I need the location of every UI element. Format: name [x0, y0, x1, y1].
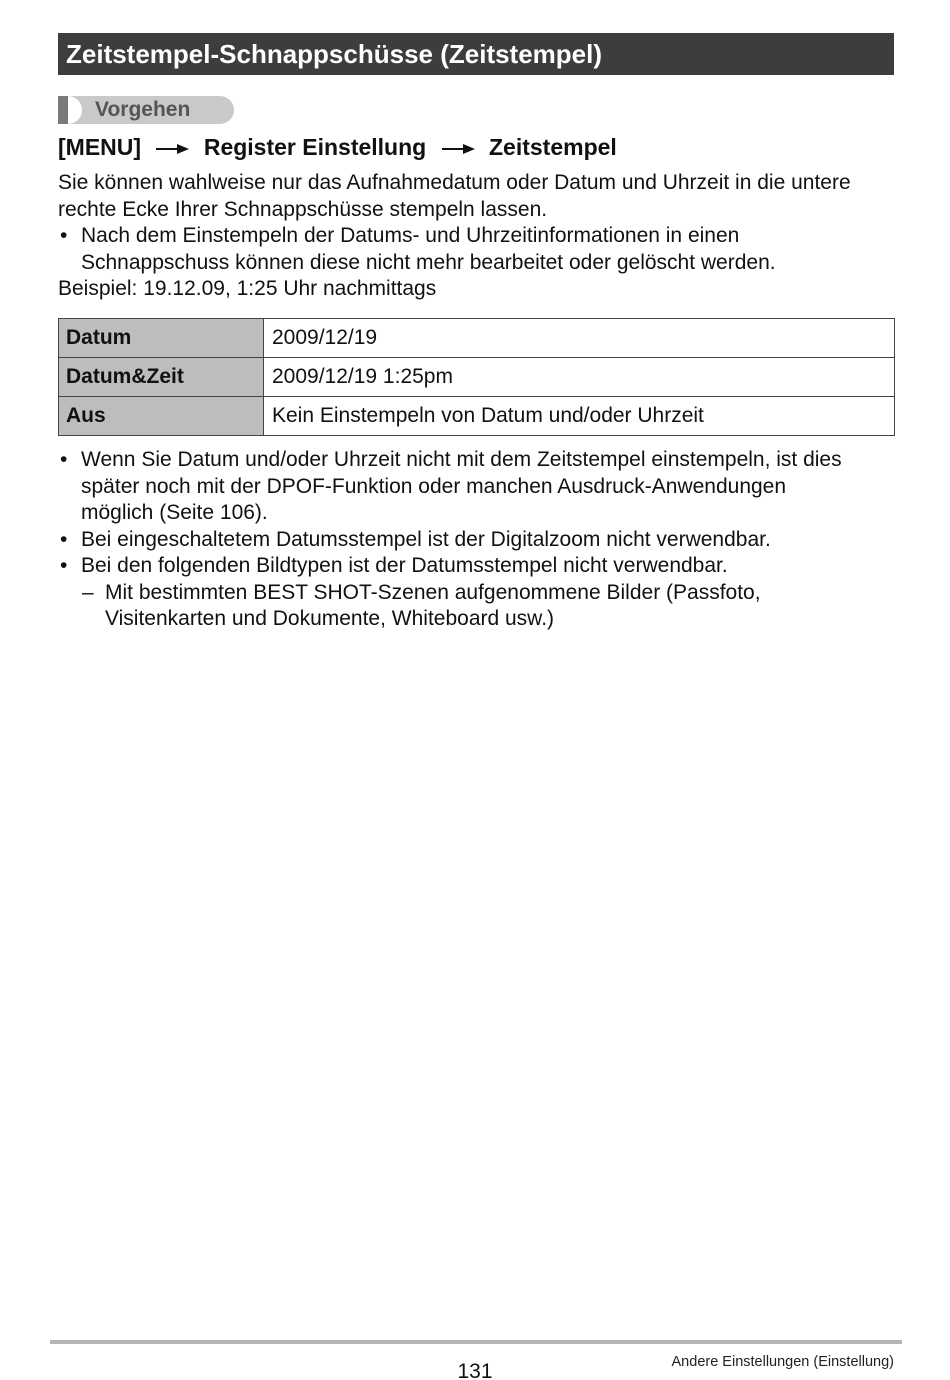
- arrow-right-icon: [155, 143, 189, 155]
- list-item: [58, 447, 898, 527]
- settings-table: [58, 318, 895, 436]
- list-item: [58, 527, 898, 554]
- menu-step-zeitstempel: Zeitstempel: [488, 134, 617, 160]
- sub-list-item: [58, 580, 898, 633]
- footer-section-title: Andere Einstellungen (Einstellung): [671, 1354, 894, 1370]
- list-item-line: Bei den folgenden Bildtypen ist der Datumsstempel nicht verwendbar.: [81, 554, 728, 577]
- table-value: 2009/12/19: [264, 319, 895, 358]
- arrow-right-icon: [441, 143, 475, 155]
- example-text: Beispiel: 19.12.09, 1:25 Uhr nachmittags: [58, 277, 437, 300]
- dash-icon: –: [82, 580, 94, 604]
- list-item-line: Bei eingeschaltetem Datumsstempel ist der Digitalzoom nicht verwendbar.: [81, 527, 771, 551]
- bullet-icon: •: [60, 224, 68, 247]
- intro-line: Sie können wahlweise nur das Aufnahmedatum oder Datum und Uhrzeit in die untere: [58, 171, 851, 194]
- bullet-icon: •: [60, 448, 68, 471]
- list-item-line: Nach dem Einstempeln der Datums- und Uhrzeitinformationen in einen: [81, 224, 740, 247]
- intro-paragraph: [58, 170, 851, 223]
- menu-step-menu: [MENU]: [58, 134, 142, 160]
- list-item-line: Visitenkarten und Dokumente, Whiteboard usw.): [105, 607, 555, 630]
- menu-step-register: Register Einstellung: [203, 134, 427, 160]
- bullet-icon: •: [60, 527, 68, 551]
- footer-divider: [50, 1340, 902, 1344]
- procedure-label: Vorgehen: [95, 98, 191, 121]
- notes-list: [58, 447, 898, 633]
- bullet-icon: •: [60, 554, 68, 577]
- page-title: Zeitstempel-Schnappschüsse (Zeitstempel): [58, 33, 894, 75]
- table-key: Datum: [59, 319, 264, 358]
- table-key: Aus: [59, 397, 264, 436]
- procedure-tag-marker: [58, 96, 68, 124]
- list-item-line: Mit bestimmten BEST SHOT-Szenen aufgenommene Bilder (Passfoto,: [105, 580, 761, 604]
- table-value: 2009/12/19 1:25pm: [264, 358, 895, 397]
- list-item: [58, 553, 898, 580]
- list-item: [58, 223, 898, 276]
- procedure-tag: [58, 96, 234, 124]
- procedure-tag-notch: [68, 96, 82, 124]
- list-item-line: Wenn Sie Datum und/oder Uhrzeit nicht mit dem Zeitstempel einstempeln, ist dies: [81, 448, 842, 471]
- intro-line: rechte Ecke Ihrer Schnappschüsse stempeln lassen.: [58, 197, 548, 221]
- list-item-line: Schnappschuss können diese nicht mehr bearbeitet oder gelöscht werden.: [81, 250, 776, 274]
- table-row: [59, 319, 895, 358]
- menu-path: [58, 132, 617, 162]
- table-row: [59, 358, 895, 397]
- list-item-line: möglich (Seite 106).: [81, 501, 268, 524]
- note-list: [58, 223, 898, 276]
- table-row: [59, 397, 895, 436]
- page-number: 131: [457, 1360, 493, 1380]
- table-key: Datum&Zeit: [59, 358, 264, 397]
- list-item-line: später noch mit der DPOF-Funktion oder manchen Ausdruck-Anwendungen: [81, 474, 787, 498]
- table-value: Kein Einstempeln von Datum und/oder Uhrzeit: [264, 397, 895, 436]
